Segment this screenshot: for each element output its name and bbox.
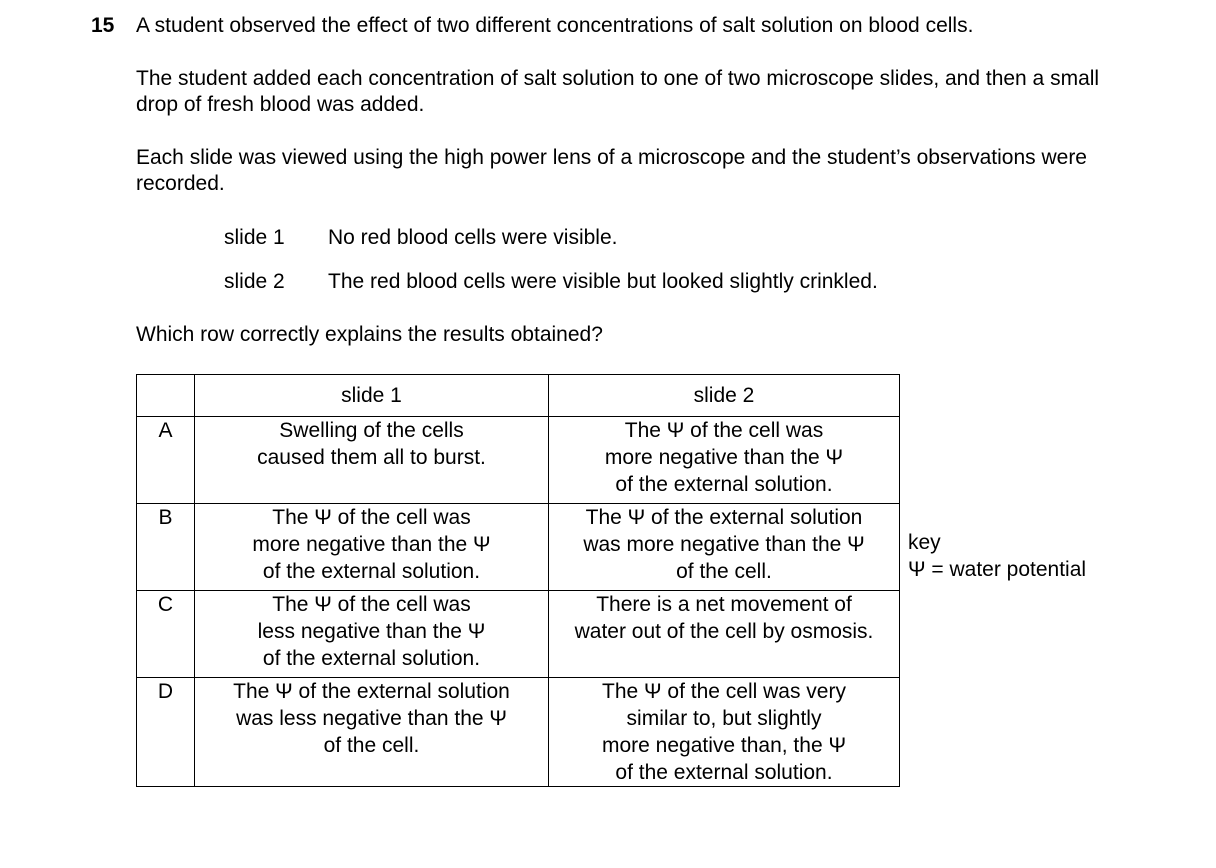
question-paragraph-1: The student added each concentration of salt solution to one of two microscope slides, and then a small drop of fresh blood was added. [136, 67, 1100, 116]
table-row[interactable] [137, 504, 900, 591]
cell-text-line: water out of the cell by osmosis. [574, 620, 874, 643]
table-row[interactable] [137, 678, 900, 787]
cell-text-line: The Ψ of the external solution [233, 680, 510, 703]
header-slide-1: slide 1 [195, 375, 549, 417]
cell-slide-1 [195, 591, 549, 678]
question-intro: A student observed the effect of two different concentrations of salt solution on blood cells. [136, 14, 974, 37]
cell-text-line: of the external solution. [262, 560, 481, 583]
cell-slide-1 [195, 504, 549, 591]
cell-slide-2 [549, 591, 900, 678]
header-letter [137, 375, 195, 417]
cell-text-line: of the external solution. [615, 473, 833, 496]
header-slide-2: slide 2 [549, 375, 900, 417]
cell-text-line: more negative than, the Ψ [601, 734, 847, 757]
answer-table [136, 374, 900, 787]
cell-text-line: There is a net movement of [596, 593, 852, 616]
cell-text-line: more negative than the Ψ [252, 533, 491, 556]
cell-text-line: similar to, but slightly [626, 707, 822, 730]
table-row[interactable] [137, 417, 900, 504]
cell-text-line: The Ψ of the cell was [624, 419, 824, 442]
observation-text: The red blood cells were visible but looked slightly crinkled. [328, 270, 878, 293]
cell-text-line: Swelling of the cells [279, 419, 464, 442]
question-prompt: Which row correctly explains the results obtained? [136, 323, 603, 346]
key-box [908, 529, 1086, 583]
cell-text-line: was more negative than the Ψ [583, 533, 865, 556]
cell-text-line: of the cell. [323, 734, 420, 757]
cell-text-line: The Ψ of the cell was [272, 506, 471, 529]
table-header-row [137, 375, 900, 417]
question-number: 15 [91, 14, 115, 37]
cell-slide-2 [549, 504, 900, 591]
cell-text-line: of the external solution. [262, 647, 481, 670]
question-paragraph-2: Each slide was viewed using the high power lens of a microscope and the student’s observations were recorded. [136, 146, 1087, 195]
observation-label: slide 2 [224, 270, 285, 293]
row-letter: C [137, 591, 195, 678]
key-entry: Ψ = water potential [908, 558, 1087, 581]
cell-slide-1 [195, 678, 549, 787]
cell-slide-2 [549, 417, 900, 504]
cell-text-line: caused them all to burst. [257, 446, 486, 469]
cell-text-line: The Ψ of the cell was very [602, 680, 846, 703]
cell-text-line: was less negative than the Ψ [236, 707, 507, 730]
row-letter: D [137, 678, 195, 787]
row-letter: A [137, 417, 195, 504]
cell-slide-2 [549, 678, 900, 787]
cell-text-line: less negative than the Ψ [257, 620, 486, 643]
cell-text-line: The Ψ of the external solution [585, 506, 863, 529]
observation-label: slide 1 [224, 226, 285, 249]
cell-text-line: more negative than the Ψ [604, 446, 844, 469]
row-letter: B [137, 504, 195, 591]
cell-text-line: of the external solution. [615, 761, 833, 784]
key-title: key [908, 531, 941, 554]
cell-text-line: The Ψ of the cell was [272, 593, 471, 616]
cell-text-line: of the cell. [676, 560, 772, 583]
table-row[interactable] [137, 591, 900, 678]
observation-text: No red blood cells were visible. [328, 226, 618, 249]
cell-slide-1 [195, 417, 549, 504]
